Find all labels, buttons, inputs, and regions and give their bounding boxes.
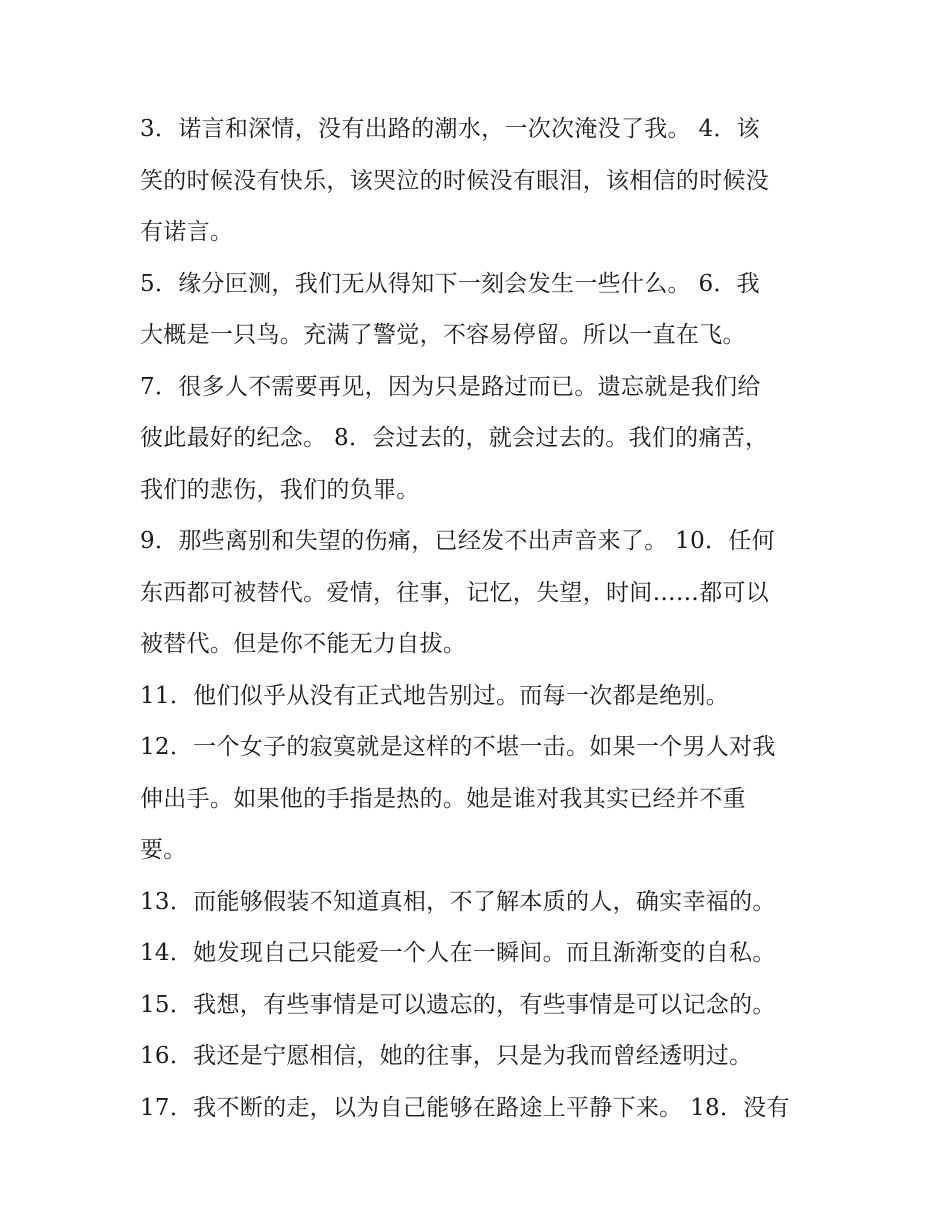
text-line: 16．我还是宁愿相信，她的往事，只是为我而曾经透明过。 — [140, 1043, 753, 1069]
text-line: 11．他们似乎从没有正式地告别过。而每一次都是绝别。 — [140, 682, 730, 709]
text-line: 17．我不断的走，以为自己能够在路途上平静下来。 18．没有 — [140, 1094, 790, 1121]
text-line: 我们的悲伤，我们的负罪。 — [140, 476, 420, 503]
text-line: 3．诺言和深情，没有出路的潮水，一次次淹没了我。 4．该 — [140, 116, 760, 142]
text-line: 要。 — [140, 837, 187, 863]
text-line: 9．那些离别和失望的伤痛，已经发不出声音来了。 10．任何 — [140, 528, 775, 554]
document-body — [140, 104, 820, 1134]
text-line: 5．缘分叵测，我们无从得知下一刻会发生一些什么。 6．我 — [140, 270, 760, 297]
text-line: 13．而能够假装不知道真相，不了解本质的人，确实幸福的。 — [140, 888, 776, 915]
text-line: 笑的时候没有快乐，该哭泣的时候没有眼泪，该相信的时候没 — [140, 167, 770, 194]
text-line: 7．很多人不需要再见，因为只是路过而已。遗忘就是我们给 — [140, 373, 761, 400]
text-line: 15．我想，有些事情是可以遗忘的，有些事情是可以记念的。 — [140, 991, 776, 1018]
text-line: 被替代。但是你不能无力自拔。 — [140, 631, 467, 657]
text-line: 伸出手。如果他的手指是热的。她是谁对我其实已经并不重 — [140, 785, 746, 812]
text-line: 12．一个女子的寂寞就是这样的不堪一击。如果一个男人对我 — [140, 734, 776, 760]
text-line: 有诺言。 — [140, 219, 234, 245]
text-line: 彼此最好的纪念。 8．会过去的，就会过去的。我们的痛苦， — [140, 425, 769, 451]
text-line: 大概是一只鸟。充满了警觉，不容易停留。所以一直在飞。 — [140, 322, 746, 348]
text-line: 东西都可被替代。爱情，往事，记忆，失望，时间……都可以 — [140, 579, 770, 606]
text-line: 14．她发现自己只能爱一个人在一瞬间。而且渐渐变的自私。 — [140, 940, 776, 966]
